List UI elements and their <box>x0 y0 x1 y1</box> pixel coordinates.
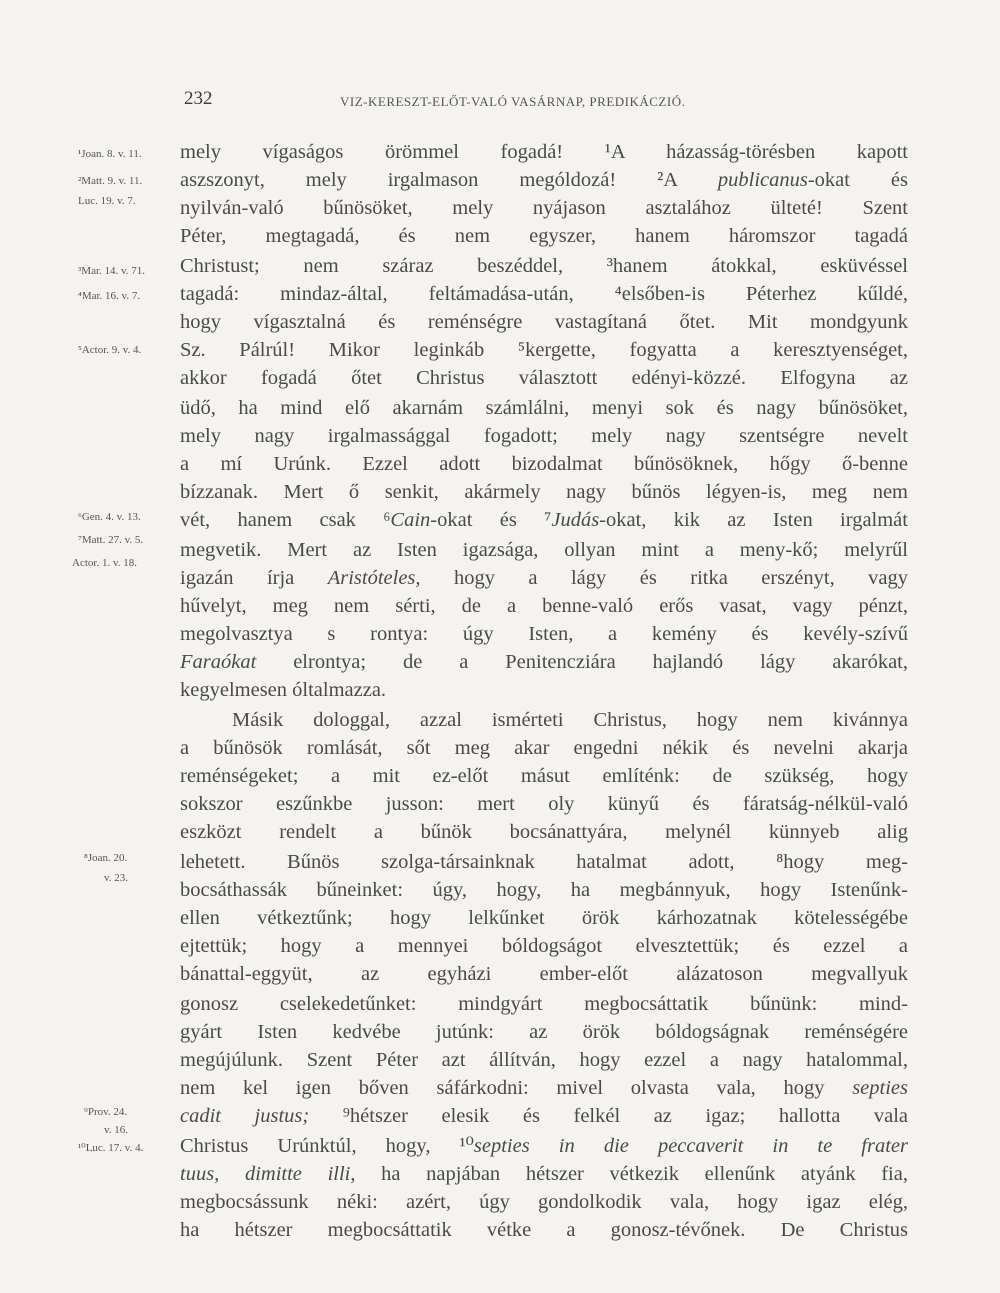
text-line: Másik dologgal, azzal ismérteti Christus, hogy nem kivánnya <box>232 709 908 731</box>
margin-note: Actor. 1. v. 18. <box>72 557 137 569</box>
text-line: cadit justus; ⁹hétszer elesik és felkél az igaz; hallotta vala <box>180 1105 908 1127</box>
text-line: tagadá: mindaz-által, feltámadása-után, ⁴elsőben-is Péterhez kűldé, <box>180 283 908 305</box>
text-line: Faraókat elrontya; de a Penitencziára hajlandó lágy akarókat, <box>180 651 908 673</box>
text-line: sokszor eszűnkbe jusson: mert oly künyű és fáratság-nélkül-való <box>180 793 908 815</box>
text-line: nyilván-való bűnösöket, mely nyájason asztalához ülteté! Szent <box>180 197 908 219</box>
text-line: mely nagy irgalmassággal fogadott; mely nagy szentségre nevelt <box>180 425 908 447</box>
margin-note: ⁷Matt. 27. v. 5. <box>78 534 144 546</box>
text-line: a bűnösök romlását, sőt meg akar engedni nékik és nevelni akarja <box>180 737 908 759</box>
margin-note: ³Mar. 14. v. 71. <box>78 265 146 277</box>
text-line: igazán írja Aristóteles, hogy a lágy és ritka erszényt, vagy <box>180 567 908 589</box>
text-line: megolvasztya s rontya: úgy Isten, a kemény és kevély-szívű <box>180 623 908 645</box>
margin-note: ¹⁰Luc. 17. v. 4. <box>78 1142 144 1154</box>
page-number: 232 <box>184 88 213 109</box>
margin-note: ⁶Gen. 4. v. 13. <box>78 511 141 523</box>
margin-note: v. 16. <box>104 1124 129 1136</box>
text-line: a mí Urúnk. Ezzel adott bizodalmat bűnösöknek, hőgy ő-benne <box>180 453 908 475</box>
text-line: aszszonyt, mely irgalmason mególdozá! ²A publicanus-okat és <box>180 169 908 191</box>
text-line: Péter, megtagadá, és nem egyszer, hanem háromszor tagadá <box>180 225 908 247</box>
text-line: ejtettük; hogy a mennyei bóldogságot elvesztettük; és ezzel a <box>180 935 908 957</box>
running-title: VIZ-KERESZT-ELŐT-VALÓ VASÁRNAP, PREDIKÁCZIÓ. <box>340 94 686 109</box>
text-line: eszközt rendelt a bűnök bocsánattyára, melynél künnyeb alig <box>180 821 908 843</box>
text-line: gonosz cselekedetűnket: mindgyárt megbocsáttatik bűnünk: mind- <box>180 993 908 1015</box>
text-line: megbocsássunk néki: azért, úgy gondolkodik vala, hogy igaz elég, <box>180 1191 908 1213</box>
text-line: Sz. Pálrúl! Mikor leginkáb ⁵kergette, fogyatta a keresztyenséget, <box>180 339 908 361</box>
text-line: nem kel igen bőven sáfárkodni: mivel olvasta vala, hogy septies <box>180 1077 908 1099</box>
text-line: kegyelmesen óltalmazza. <box>180 679 387 701</box>
text-line: tuus, dimitte illi, ha napjában hétszer vétkezik ellenűnk atyánk fia, <box>180 1163 908 1185</box>
text-line: bánattal-eggyüt, az egyházi ember-előt alázatoson megvallyuk <box>180 963 908 985</box>
page-header <box>0 88 1000 118</box>
margin-note: ¹Joan. 8. v. 11. <box>78 148 142 160</box>
text-line: mely vígaságos örömmel fogadá! ¹A házasság-törésben kapott <box>180 141 908 163</box>
text-line: üdő, ha mind elő akarnám számlálni, menyi sok és nagy bűnösöket, <box>180 397 908 419</box>
text-line: Christus Urúnktúl, hogy, ¹⁰septies in die peccaverit in te frater <box>180 1135 908 1157</box>
text-line: hűvelyt, meg nem sérti, de a benne-való erős vasat, vagy pénzt, <box>180 595 908 617</box>
margin-note: ⁵Actor. 9. v. 4. <box>78 344 142 356</box>
text-line: reménségeket; a mit ez-előt másut említénk: de szükség, hogy <box>180 765 908 787</box>
text-line: lehetett. Bűnös szolga-társainknak hatalmat adott, ⁸hogy meg- <box>180 851 908 873</box>
text-line: megújúlunk. Szent Péter azt állítván, hogy ezzel a nagy hatalommal, <box>180 1049 908 1071</box>
text-line: hogy vígasztalná és reménségre vastagítaná őtet. Mit mondgyunk <box>180 311 908 333</box>
text-line: gyárt Isten kedvébe jutúnk: az örök bóldogságnak reménségére <box>180 1021 908 1043</box>
text-line: bocsáthassák bűneinket: úgy, hogy, ha megbánnyuk, hogy Istenűnk- <box>180 879 908 901</box>
text-line: bízzanak. Mert ő senkit, akármely nagy bűnös légyen-is, meg nem <box>180 481 908 503</box>
margin-note: v. 23. <box>104 872 129 884</box>
margin-note: ⁹Prov. 24. <box>84 1106 128 1118</box>
text-line: vét, hanem csak ⁶Cain-okat és ⁷Judás-okat, kik az Isten irgalmát <box>180 509 908 531</box>
text-line: akkor fogadá őtet Christus választott edényi-közzé. Elfogyna az <box>180 367 908 389</box>
margin-note: ²Matt. 9. v. 11. <box>78 175 143 187</box>
margin-note: ⁴Mar. 16. v. 7. <box>78 290 141 302</box>
text-line: megvetik. Mert az Isten igazsága, ollyan mint a meny-kő; melyrűl <box>180 539 908 561</box>
text-line: Christust; nem száraz beszéddel, ³hanem átokkal, esküvéssel <box>180 255 908 277</box>
margin-note: Luc. 19. v. 7. <box>78 195 136 207</box>
text-line: ha hétszer megbocsáttatik vétke a gonosz-tévőnek. De Christus <box>180 1219 908 1241</box>
text-line: ellen vétkeztűnk; hogy lelkűnket örök kárhozatnak kötelességébe <box>180 907 908 929</box>
margin-note: ⁸Joan. 20. <box>84 852 128 864</box>
